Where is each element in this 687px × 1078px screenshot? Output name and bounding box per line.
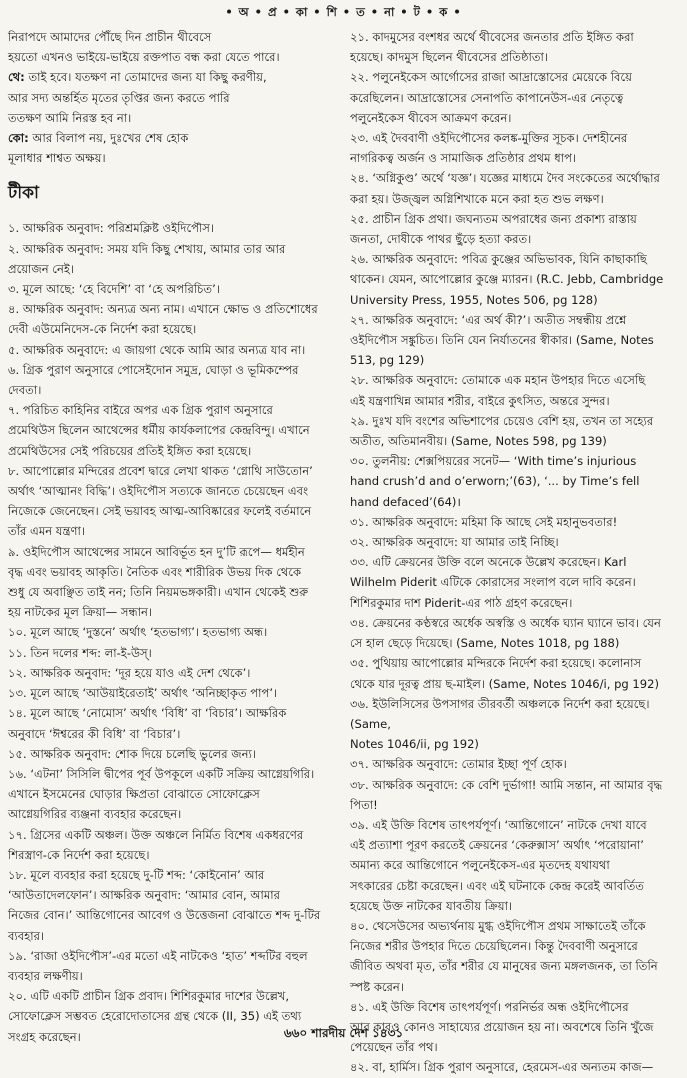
right-notes-list bbox=[350, 27, 682, 1078]
speaker-label: কো: bbox=[8, 131, 29, 146]
note-item: ৩৮. আক্ষরিক অনুবাদে: কে বেশি দুর্ভাগা! আমি সন্তান, না আমার বৃদ্ধ পিতা! bbox=[350, 777, 663, 812]
verse-line bbox=[8, 128, 340, 148]
note-item: ১. আক্ষরিক অনুবাদ: পরিশ্রমক্লিষ্ট ওইদিপৌস। bbox=[8, 221, 215, 236]
note-item: ১৯. ‘রাজা ওইদিপৌস’-এর মতো এই নাটকেও ‘হাত’ শব্দটির বহুল ব্যবহার লক্ষণীয়। bbox=[8, 948, 308, 983]
page-footer: ৬৬০ শারদীয় দেশ ১৪৩১ bbox=[283, 1026, 404, 1040]
verse-line bbox=[8, 47, 340, 67]
verse-line bbox=[8, 27, 340, 47]
note-item: ১৭. গ্রিসের একটি অঞ্চল। উক্ত অঞ্চলে নির্মিত বিশেষ একধরণের শিরস্ত্রাণ-কে নির্দেশ করা হয়েছে। bbox=[8, 827, 304, 862]
verse-text: মূলাধার শাশ্বত অক্ষয়। bbox=[8, 151, 106, 166]
note-item: ৩৯. এই উক্তি বিশেষ তাৎপর্যপূর্ণ। ‘আন্তিগোনে’ নাটকে দেখা যাবে এই প্রত্যাশা পূরণ করতেই ক্রেয়নের ‘কেরুক্সাস’ অর্থাৎ ‘পরোয়ানা’ অমান্য করে আন্তিগোনে পলুনেইকেস-এর মৃতদেহ যথাযথা সৎকারের চেষ্টা করেছেন। এবং এই ঘটনাকে কেন্দ্র করেই আবর্তিত হয়েছে উক্ত নাটকের যাবতীয় ক্রিয়া। bbox=[350, 817, 647, 913]
note-item: ৩৬. ইউলিসিসের উপসাগর তীরবর্তী অঞ্চলকে নির্দেশ করা হয়েছে। (Same, Notes 1046/ii, pg 192) bbox=[350, 696, 650, 752]
verse-text: আর বিলাপ নয়, দুঃখের শেষ হোক bbox=[28, 131, 189, 146]
note-item: ১৩. মূলে আছে ‘আউয়াইরেতাই’ অর্থাৎ ‘অনিচ্ছাকৃত পাপ’। bbox=[8, 686, 278, 701]
verse-line bbox=[8, 67, 340, 87]
note-item: ১১. তিন দলের শব্দ: লা-ই-উস্। bbox=[8, 645, 152, 660]
note-item: ১৪. মূলে আছে ‘নোমোস’ অর্থাৎ ‘বিধি’ বা ‘বিচার’। আক্ষরিক অনুবাদে ‘ঈশ্বরের কী বিধি’ বা ‘বিচার’। bbox=[8, 706, 287, 741]
note-item: ১২. আক্ষরিক অনুবাদ: ‘দূর হয়ে যাও এই দেশ থেকে’। bbox=[8, 665, 251, 680]
left-notes-list bbox=[8, 218, 340, 1046]
right-column bbox=[350, 27, 682, 1078]
verse-line bbox=[8, 108, 340, 128]
note-item: ৩৭. আক্ষরিক অনুবাদে: তোমার ইচ্ছা পূর্ণ হোক। bbox=[350, 757, 567, 772]
speaker-label: থে: bbox=[8, 70, 25, 85]
note-item: ২৬. আক্ষরিক অনুবাদে: পবিত্র কুঞ্জের অভিভাবক, যিনি কাছাকাছি থাকেন। যেমন, আপোল্লোর কুঞ্জে ম্যারন। (R.C. Jebb, Cambridge University Press, 1955, Notes 506, pg 128) bbox=[350, 252, 664, 307]
note-item: ২. আক্ষরিক অনুবাদ: সময় যদি কিছু শেখায়, আমার তার আর প্রয়োজন নেই। bbox=[8, 241, 286, 276]
note-item: ২১. কাদমুসের বংশধর অর্থে থীবেসের জনতার প্রতি ইঙ্গিত করা হয়েছে। কাদমুস ছিলেন থীবেসের প্রতিষ্ঠাতা। bbox=[350, 30, 634, 65]
note-item: ৬. গ্রিক পুরাণ অনুসারে পোসেইদোন সমুদ্র, ঘোড়া ও ভূমিকম্পের দেবতা। bbox=[8, 362, 299, 398]
note-item: ১৫. আক্ষরিক অনুবাদ: শোক দিয়ে চলেছি ভুলের জন্য। bbox=[8, 746, 256, 761]
note-item: ৩০. তুলনীয়: শেক্সপিয়রের সনেট— ‘With time’s injurious hand crush’d and o’erworn;’(63), ‘... by Time’s fell hand defaced’(64)। bbox=[350, 454, 640, 509]
note-item: ২৯. দুঃখ যদি বংশের অভিশাপের চেয়েও বেশি হয়, তখন তা সহ্যের অতীত, অতিমানবীয়। (Same, Notes 598, pg 139) bbox=[350, 413, 654, 449]
note-item: ৭. পরিচিত কাহিনির বাইরে অপর এক গ্রিক পুরাণ অনুসারে প্রমেথিউস ছিলেন আথেন্সের ধর্মীয় কার্যকলাপের কেন্দ্রবিন্দু। এখানে প্রমেথিউসের সেই পরিচয়ের প্রতিই ইঙ্গিত করা হয়েছে। bbox=[8, 403, 310, 458]
note-item: ৪১. এই উক্তি বিশেষ তাৎপর্যপূর্ণ। পরনির্ভর অন্ধ ওইদিপৌসের আর কারও কোনও সাহায্যের প্রয়োজন হয় না। অবশেষে তিনি খুঁজে পেয়েছেন তাঁর পথ। bbox=[350, 999, 654, 1055]
note-item: ৪০. থেসেউসের অভ্যর্থনায় মুগ্ধ ওইদিপৌস প্রথম সাক্ষাতেই তাঁকে নিজের শরীর উপহার দিতে চেয়েছিলেন। কিন্তু দৈববাণী অনুসারে জীবিত অথবা মৃত, তাঁর শরীর যে মানুষের জন্য মঙ্গলজনক, তা তিনি স্পষ্ট করেন। bbox=[350, 918, 658, 994]
verse-block bbox=[8, 27, 340, 168]
note-item: ২৮. আক্ষরিক অনুবাদে: তোমাকে এক মহান উপহার দিতে এসেছি এই যন্ত্রণাখিন্ন আমার শরীর, বাইরে কুৎসিত, অন্তরে সুন্দর। bbox=[350, 373, 646, 408]
note-item: ১৮. মূলে ব্যবহার করা হয়েছে দু-টি শব্দ: ‘কোইনোন’ আর ‘আউতাদেলফোন’। আক্ষরিক অনুবাদ: ‘আমার বোন, আমার নিজের বোন।’ আন্তিগোনের আবেগ ও উত্তেজনা বোঝাতে শব্দ দু-টির ব্যবহার। bbox=[8, 867, 321, 943]
verse-text: হয়তো এখনও ভাইয়ে-ভাইয়ে রক্তপাত বন্ধ করা যেতে পারে। bbox=[8, 50, 280, 65]
verse-text: ততক্ষণ আমি নিরস্ত হব না। bbox=[8, 110, 132, 125]
verse-line bbox=[8, 148, 340, 168]
running-header: • অ • প্র • কা • শি • ত • না • ট • ক • bbox=[225, 5, 462, 19]
note-item: ৩. মূলে আছে: ‘হে বিদেশি’ বা ‘হে অপরিচিত’। bbox=[8, 282, 220, 297]
note-item: ৩৪. ক্রেয়নের কণ্ঠস্বরে অর্ধেক অস্বস্তি ও অর্ধেক ঘ্যান ঘ্যানে ভাব। যেন সে হাল ছেড়ে দিয়েছে। (Same, Notes 1018, pg 188) bbox=[350, 615, 661, 651]
note-item: ৪. আক্ষরিক অনুবাদ: অন্যত্র অন্য নাম। এখানে ক্ষোভ ও প্রতিশোধের দেবী এউমেনিদেস-কে নির্দেশ করা হয়েছে। bbox=[8, 302, 318, 337]
notes-title: টীকা bbox=[8, 183, 39, 204]
note-item: ৮. আপোল্লোর মন্দিরের প্রবেশ দ্বারে লেখা থাকত ‘গ্নোথি সাউতোন’ অর্থাৎ ‘আত্মানং বিদ্ধি’। ওইদিপৌস সত্যকে জানতে চেয়েছেন এবং নিজেকে জেনেছেন। সেই ভয়াবহ আত্ম-আবিষ্কারের ফলেই বর্তমানে তাঁর এমন যন্ত্রণা। bbox=[8, 463, 313, 539]
note-item: ৩৩. এটি ক্রেয়নের উক্তি বলে অনেকে উল্লেখ করেছেন। Karl Wilhelm Piderit এটিকে কোরাসের সংলাপ বলে দাবি করেন। শিশিরকুমার দাশ Piderit-এর পাঠ গ্রহণ করেছেন। bbox=[350, 555, 636, 610]
note-item: ২৫. প্রাচীন গ্রিক প্রথা। জঘন্যতম অপরাধের জন্য প্রকাশ্য রাস্তায় জনতা, দোষীকে পাথর ছুঁড়ে হত্যা করত। bbox=[350, 211, 637, 247]
left-column bbox=[8, 27, 340, 1047]
note-item: ২৩. এই দৈববাণী ওইদিপৌসের কলঙ্ক-মুক্তির সূচক। দেশহীনের নাগরিকত্ব অর্জন ও সামাজিক প্রতিষ্ঠার প্রথম ধাপ। bbox=[350, 131, 628, 166]
note-item: ৯. ওইদিপৌস আথেন্সের সামনে আবির্ভূত হন দু’টি রূপে— ধর্মহীন বৃদ্ধ এবং ভয়াবহ আকৃতি। নৈতিক এবং শারীরিক উভয় দিক থেকে শুধু যে অবাঞ্ছিত তাই নন; তিনি নিয়মভঙ্গকারী। এখান থেকেই শুরু হয় নাটকের মূল ক্রিয়া— সন্ধান। bbox=[8, 544, 309, 620]
note-item: ৩২. আক্ষরিক অনুবাদে: যা আমার তাই নিচ্ছি। bbox=[350, 535, 559, 550]
note-item: ৪২. বা, হার্মিস। গ্রিক পুরাণ অনুসারে, হেরমেস-এর অন্যতম কাজ— bbox=[350, 1060, 654, 1075]
note-item: ১০. মূলে আছে ‘দুস্তনে’ অর্থাৎ ‘হতভাগ্য’। হতভাগ্য অন্ধ। bbox=[8, 625, 268, 640]
verse-line bbox=[8, 88, 340, 108]
note-item: ৩১. আক্ষরিক অনুবাদে: মহিমা কি আছে সেই মহানুভবতার! bbox=[350, 514, 618, 529]
note-item: ২৪. ‘অগ্নিকুণ্ড’ অর্থে ‘যজ্ঞ’। যজ্ঞের মাধ্যমে দৈব সংকেতের অর্থোদ্ধার করা হয়। উজ্জ্বল অগ্নিশিখাকে মনে করা হত শুভ লক্ষণ। bbox=[350, 171, 660, 206]
note-item: ৩৫. পুথিয়ায় আপোল্লোর মন্দিরকে নির্দেশ করা হয়েছে। কলোনাস থেকে যার দূরত্ব প্রায় ছ-মাইল। (Same, Notes 1046/i, pg 192) bbox=[350, 656, 659, 691]
note-item: ৫. আক্ষরিক অনুবাদে: এ জায়গা থেকে আমি আর অন্যত্র যাব না। bbox=[8, 342, 306, 357]
note-item: ২৭. আক্ষরিক অনুবাদে: ‘এর অর্থ কী?’। অতীত সম্বন্ধীয় প্রশ্নে ওইদিপৌস সঙ্কুচিত। তিনি যেন নির্যাতনের স্বীকার। (Same, Notes 513, pg 129) bbox=[350, 312, 654, 368]
verse-text: নিরাপদে আমাদের পৌঁছে দিন প্রাচীন থীবেসে bbox=[8, 30, 212, 44]
verse-text: তাই হবে। যতক্ষণ না তোমাদের জন্য যা কিছু করণীয়, bbox=[24, 70, 267, 85]
note-item: ২০. এটি একটি প্রাচীন গ্রিক প্রবাদ। শিশিরকুমার দাশের উল্লেখ, সোফোক্লেস সম্ভবত হেরোদোতাসের গ্রন্থ থেকে (II, 35) এই তথ্য সংগ্রহ করেছেন। bbox=[8, 989, 302, 1044]
note-item: ১৬. ‘এটনা’ সিসিলি দ্বীপের পূর্ব উপকূলে একটি সক্রিয় আগ্নেয়গিরি। এখানে ইসমেনের ঘোড়ার ক্ষিপ্রতা বোঝাতে সোফোক্লেস আগ্নেয়গিরির ব্যঞ্জনা ব্যবহার করেছেন। bbox=[8, 766, 315, 822]
verse-text: আর সদ্য অন্তর্হিত মৃতের তৃপ্তির জন্য করতে পারি bbox=[8, 90, 230, 105]
note-item: ২২. পলুনেইকেস আর্গোসের রাজা আদ্রাস্তোসের মেয়েকে বিয়ে করেছিলেন। আদ্রাস্তোসের সেনাপতি কাপানেউস-এর নেতৃত্বে পলুনেইকেস থীবেস আক্রমণ করেন। bbox=[350, 70, 632, 125]
